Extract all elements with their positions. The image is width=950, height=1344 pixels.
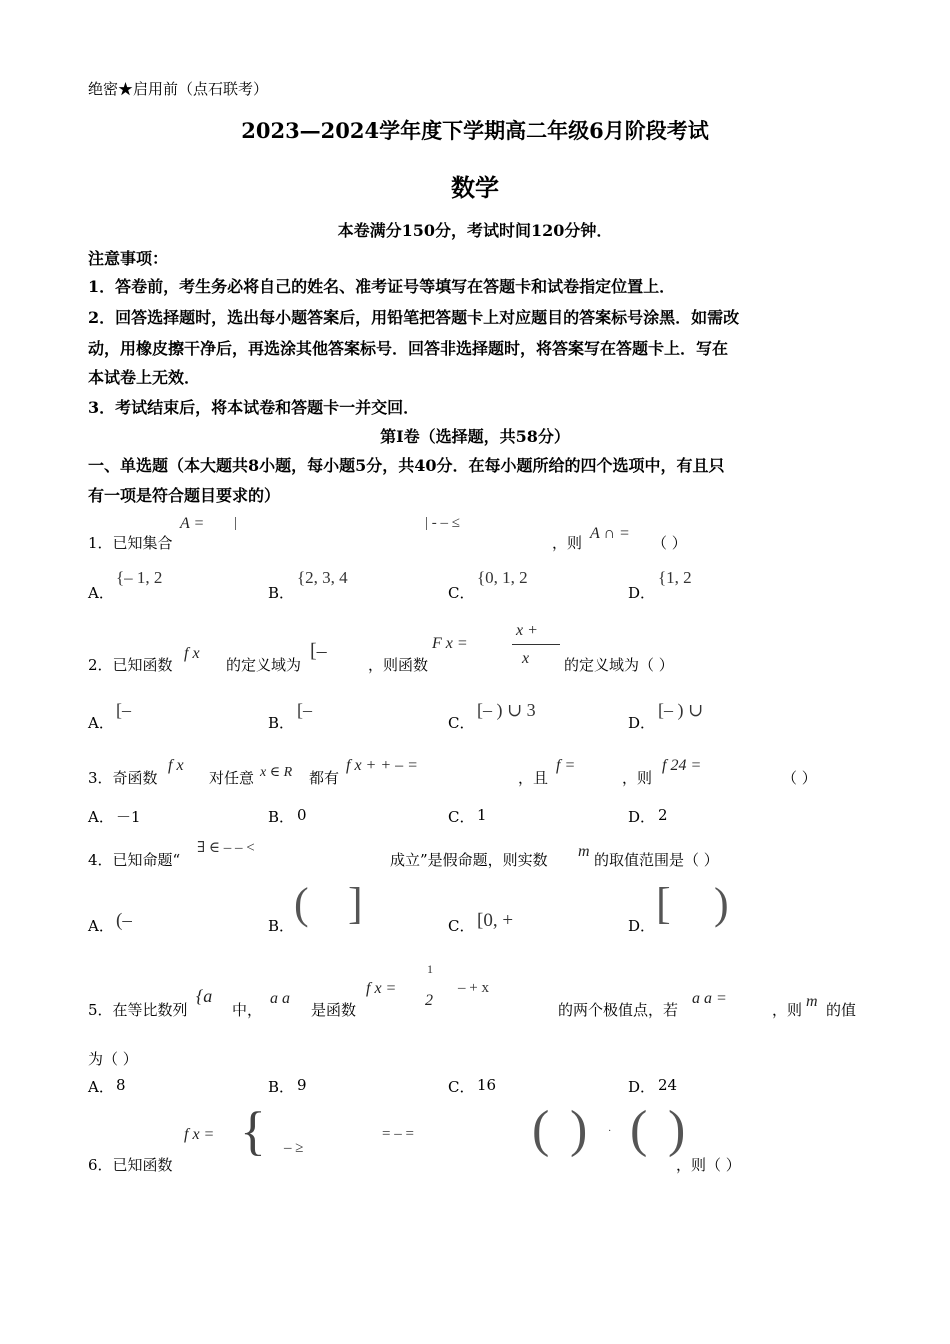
exam-title: 2023—2024学年度下学期高二年级6月阶段考试 — [241, 118, 709, 143]
q6-stem-post: ，则（ ） — [676, 1156, 741, 1174]
q1-option-d: {1, 2 — [658, 568, 692, 587]
q2-option-a: [– — [116, 700, 131, 720]
notice-item-1: 1．答卷前，考生务必将自己的姓名、准考证号等填写在答题卡和试卷指定位置上． — [88, 277, 676, 296]
q3-stem-mid3: ，且 — [518, 769, 549, 787]
q1-math-4: A ∩ = — [590, 525, 630, 542]
q2-option-a-label: A． — [88, 714, 114, 732]
notice-heading: 注意事项： — [88, 249, 169, 268]
q1-option-c: {0, 1, 2 — [477, 568, 528, 587]
q2-math-denominator: x — [522, 650, 530, 667]
q3-option-b-label: B． — [268, 808, 295, 826]
q1-option-c-label: C． — [448, 584, 475, 602]
q1-option-a-label: A． — [88, 584, 114, 602]
q6-paren-right-2: ) — [668, 1101, 686, 1158]
q1-option-b: {2, 3, 4 — [297, 568, 348, 587]
q2-math-numerator: x + — [516, 622, 538, 639]
q6-paren-right-1: ) — [570, 1101, 588, 1158]
q5-option-c-label: C． — [448, 1078, 475, 1096]
q6-math-eq: = – = — [382, 1126, 414, 1142]
q3-math-f: f x — [168, 757, 184, 774]
secret-label: 绝密★启用前（点石联考） — [88, 80, 269, 98]
q6-dot: · — [608, 1126, 612, 1137]
q2-option-c-label: C． — [448, 714, 475, 732]
q1-stem-mid: ，则 — [552, 534, 583, 552]
q1-math-3: | - – ≤ — [425, 515, 460, 531]
q6-paren-left-1: ( — [532, 1101, 550, 1158]
q1-answer-blank: （ ） — [652, 534, 687, 552]
q5-math-aa: a a — [270, 990, 290, 1007]
q2-stem-post: 的定义域为（ ） — [564, 656, 674, 674]
q2-fraction-bar — [512, 644, 560, 645]
q5-stem-line2: 为（ ） — [88, 1050, 138, 1068]
q4-option-a: (– — [116, 910, 132, 931]
section-heading-line1: 一、单选题（本大题共8小题，每小题5分，共40分．在每小题所给的四个选项中，有且只 — [88, 456, 725, 475]
q4-math-expr: ∃ ∈ – – < — [197, 840, 255, 856]
q3-stem-mid4: ，则 — [622, 769, 653, 787]
part1-heading: 第Ⅰ卷（选择题，共58分） — [380, 427, 570, 446]
q5-math-two: 2 — [425, 992, 433, 1009]
q2-option-d-label: D． — [628, 714, 656, 732]
q4-option-c-label: C． — [448, 917, 475, 935]
notice-item-3: 3．考试结束后，将本试卷和答题卡一并交回． — [88, 398, 420, 417]
q3-stem: 3．奇函数 — [88, 769, 158, 787]
q3-math-f2: f = — [556, 757, 576, 774]
q3-math-xr: x ∈ R — [260, 765, 293, 780]
q5-option-c: 16 — [477, 1076, 497, 1094]
q1-option-b-label: B． — [268, 584, 295, 602]
q2-stem-mid1: 的定义域为 — [226, 656, 302, 674]
q5-math-seq: {a — [196, 986, 213, 1006]
q3-stem-mid1: 对任意 — [209, 769, 255, 787]
q4-option-c: [0, + — [477, 910, 514, 931]
q1-stem: 1．已知集合 — [88, 534, 173, 552]
q3-option-c-label: C． — [448, 808, 475, 826]
q6-math-row2: – ≥ — [284, 1140, 304, 1156]
q3-answer-blank: （ ） — [782, 769, 817, 787]
q3-option-a: －1 — [116, 808, 141, 826]
q2-math-F: F x = — [432, 635, 468, 652]
q4-option-b-paren-left: ( — [294, 879, 309, 928]
q4-option-d-label: D． — [628, 917, 656, 935]
q2-stem: 2．已知函数 — [88, 656, 173, 674]
q5-math-terms: – + x — [458, 980, 489, 996]
q4-math-m: m — [578, 843, 590, 860]
notice-item-2-cont: 动，用橡皮擦干净后，再选涂其他答案标号．回答非选择题时，将答案写在答题卡上．写在 — [88, 339, 729, 358]
q5-math-one: 1 — [427, 962, 433, 976]
section-heading-line2: 有一项是符合题目要求的） — [88, 486, 281, 505]
q2-stem-mid2: ，则函数 — [368, 656, 429, 674]
q4-option-b-bracket-right: ] — [348, 879, 363, 928]
q5-option-d: 24 — [658, 1076, 678, 1094]
q1-option-d-label: D． — [628, 584, 656, 602]
q6-stem: 6．已知函数 — [88, 1156, 173, 1174]
q5-math-aa2: a a = — [692, 990, 727, 1007]
q4-option-b-label: B． — [268, 917, 295, 935]
q4-option-d-bracket-left: [ — [656, 879, 671, 928]
exam-info: 本卷满分150分，考试时间120分钟． — [337, 221, 613, 240]
q3-stem-mid2: 都有 — [309, 769, 340, 787]
q1-math-1: A = — [180, 515, 205, 532]
q3-option-d-label: D． — [628, 808, 656, 826]
q5-stem: 5．在等比数列 — [88, 1001, 188, 1019]
q2-option-c: [– ) ∪ 3 — [477, 700, 536, 720]
q3-option-a-label: A． — [88, 808, 114, 826]
q5-stem-mid5: 的值 — [826, 1001, 857, 1019]
q3-option-c: 1 — [477, 806, 487, 824]
q4-option-d-paren-right: ) — [714, 879, 729, 928]
q5-option-b: 9 — [297, 1076, 307, 1094]
q4-stem: 4．已知命题“ — [88, 851, 181, 869]
q5-option-d-label: D． — [628, 1078, 656, 1096]
q5-stem-mid3: 的两个极值点，若 — [558, 1001, 679, 1019]
q5-math-m: m — [806, 993, 818, 1010]
q3-math-f3: f 24 = — [662, 757, 702, 774]
q2-option-b: [– — [297, 700, 312, 720]
notice-item-2-cont2: 本试卷上无效． — [88, 368, 201, 387]
q4-option-a-label: A． — [88, 917, 114, 935]
q3-option-d: 2 — [658, 806, 668, 824]
q2-math-f: f x — [184, 645, 200, 662]
q6-math-fx: f x = — [184, 1126, 215, 1143]
q3-option-b: 0 — [297, 806, 307, 824]
q5-option-a-label: A． — [88, 1078, 114, 1096]
q4-stem-post2: 的取值范围是（ ） — [594, 851, 719, 869]
subject-title: 数学 — [451, 173, 499, 202]
q5-option-b-label: B． — [268, 1078, 295, 1096]
q6-piecewise-brace: { — [240, 1101, 266, 1161]
q5-stem-mid2: 是函数 — [311, 1001, 357, 1019]
q1-math-2: | — [234, 515, 238, 531]
q1-option-a: {– 1, 2 — [116, 568, 163, 587]
q6-paren-left-2: ( — [630, 1101, 648, 1158]
q5-option-a: 8 — [116, 1076, 126, 1094]
q4-stem-post: 成立”是假命题，则实数 — [390, 851, 548, 869]
q2-math-domain: [– — [310, 640, 327, 662]
notice-item-2: 2．回答选择题时，选出每小题答案后，用铅笔把答题卡上对应题目的答案标号涂黑．如需改 — [88, 308, 740, 327]
q2-option-b-label: B． — [268, 714, 295, 732]
q5-math-fx: f x = — [366, 980, 397, 997]
q2-option-d: [– ) ∪ — [658, 700, 704, 720]
q5-stem-mid1: 中， — [232, 1001, 263, 1019]
q5-stem-mid4: ，则 — [772, 1001, 803, 1019]
q3-math-eq: f x + + – = — [346, 757, 418, 774]
